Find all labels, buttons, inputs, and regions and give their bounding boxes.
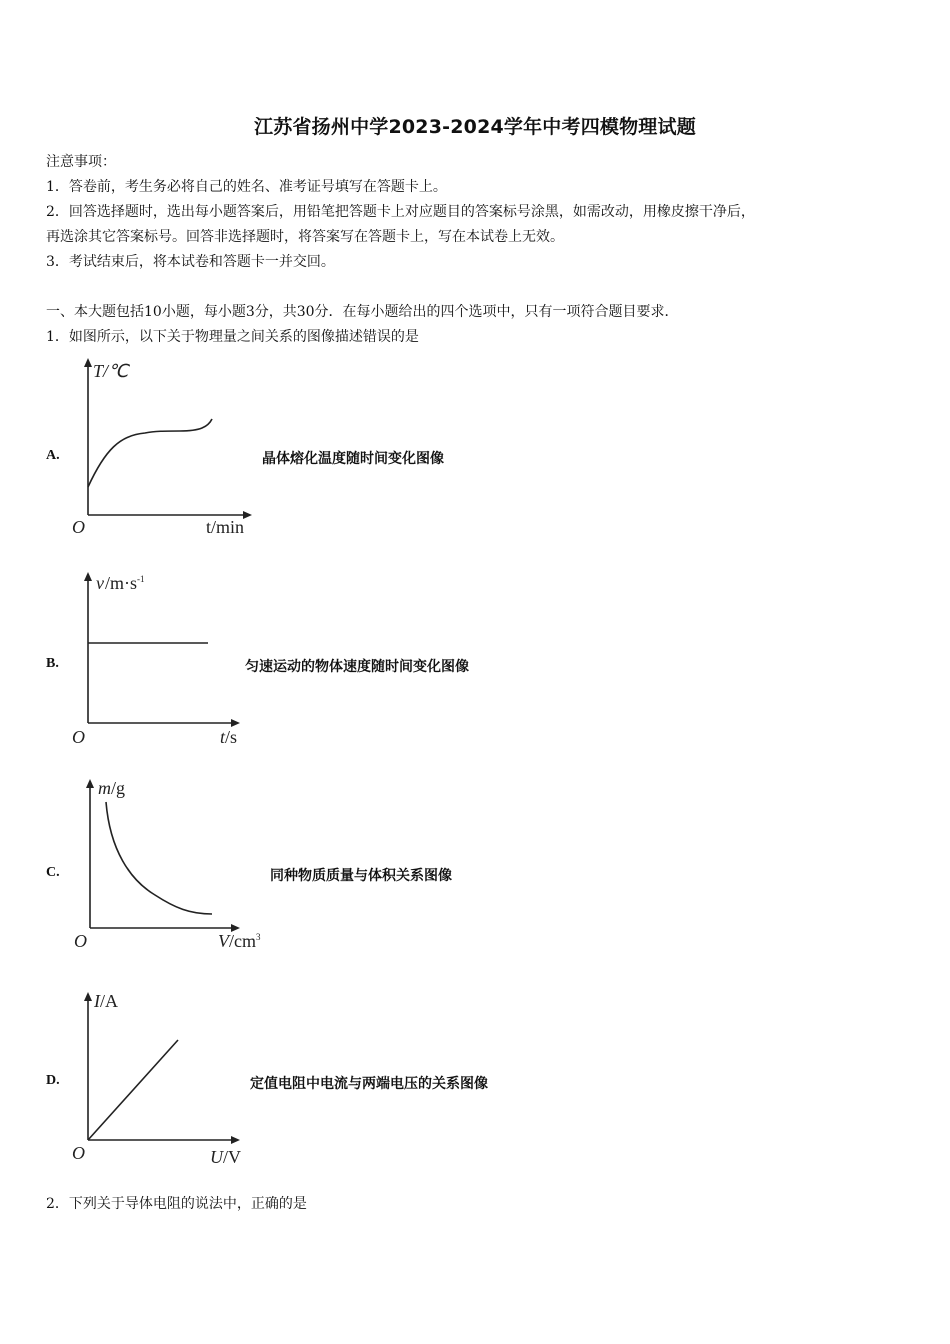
origin-label: O: [72, 517, 85, 537]
y-axis-label: T/℃: [93, 361, 129, 381]
x-axis-label: U/V: [210, 1147, 241, 1167]
notice-heading: 注意事项：: [46, 154, 116, 170]
option-b-description: 匀速运动的物体速度随时间变化图像: [245, 659, 469, 675]
origin-label: O: [72, 727, 85, 747]
y-axis-label: m/g: [98, 778, 126, 798]
option-d-graph: [60, 985, 270, 1175]
option-a-description: 晶体熔化温度随时间变化图像: [262, 451, 444, 467]
x-axis-sup: 3: [256, 932, 261, 942]
question-1-stem: 1．如图所示，以下关于物理量之间关系的图像描述错误的是: [46, 329, 419, 345]
option-c-graph: [60, 770, 280, 960]
mass-volume-curve: [106, 802, 212, 914]
x-axis-label: t/s: [220, 727, 238, 747]
option-b-letter: B.: [46, 656, 59, 671]
x-axis-label: t/min: [206, 517, 245, 537]
question-2-stem: 2．下列关于导体电阻的说法中，正确的是: [46, 1196, 307, 1212]
y-axis-sup: -1: [137, 574, 145, 584]
x-axis-arrow: [231, 1136, 240, 1144]
origin-label: O: [72, 1143, 85, 1163]
y-axis-arrow: [84, 992, 92, 1001]
x-axis-label: $V/cm^3$: [218, 931, 261, 951]
option-c-letter: C.: [46, 865, 60, 880]
option-d-letter: D.: [46, 1073, 60, 1088]
y-axis-label: $v/m\cdot s^{-1}$: [96, 573, 145, 593]
option-a-graph: [60, 355, 270, 545]
current-voltage-line: [88, 1040, 178, 1140]
option-b-graph: [60, 565, 270, 755]
x-axis-arrow: [243, 511, 252, 519]
document-title: 江苏省扬州中学2023-2024学年中考四模物理试题: [254, 116, 696, 138]
y-axis-arrow: [86, 779, 94, 788]
notice-line-4: 3．考试结束后，将本试卷和答题卡一并交回。: [46, 254, 335, 270]
y-axis-arrow: [84, 572, 92, 581]
notice-line-2: 2．回答选择题时，选出每小题答案后，用铅笔把答题卡上对应题目的答案标号涂黑，如需改动，用橡皮擦干净后，: [46, 204, 755, 220]
option-d-description: 定值电阻中电流与两端电压的关系图像: [250, 1076, 488, 1092]
option-c-description: 同种物质质量与体积关系图像: [270, 868, 452, 884]
option-a-letter: A.: [46, 448, 60, 463]
y-axis-arrow: [84, 358, 92, 367]
notice-line-3: 再选涂其它答案标号。回答非选择题时，将答案写在答题卡上，写在本试卷上无效。: [46, 229, 564, 245]
origin-label: O: [74, 931, 87, 951]
section-one-heading: 一、本大题包括10小题，每小题3分，共30分．在每小题给出的四个选项中，只有一项符合题目要求．: [46, 304, 679, 320]
x-axis-arrow: [231, 719, 240, 727]
y-axis-label: I/A: [94, 991, 118, 1011]
y-axis-unit: /m·s: [105, 573, 138, 593]
notice-line-1: 1．答卷前，考生务必将自己的姓名、准考证号填写在答题卡上。: [46, 179, 447, 195]
